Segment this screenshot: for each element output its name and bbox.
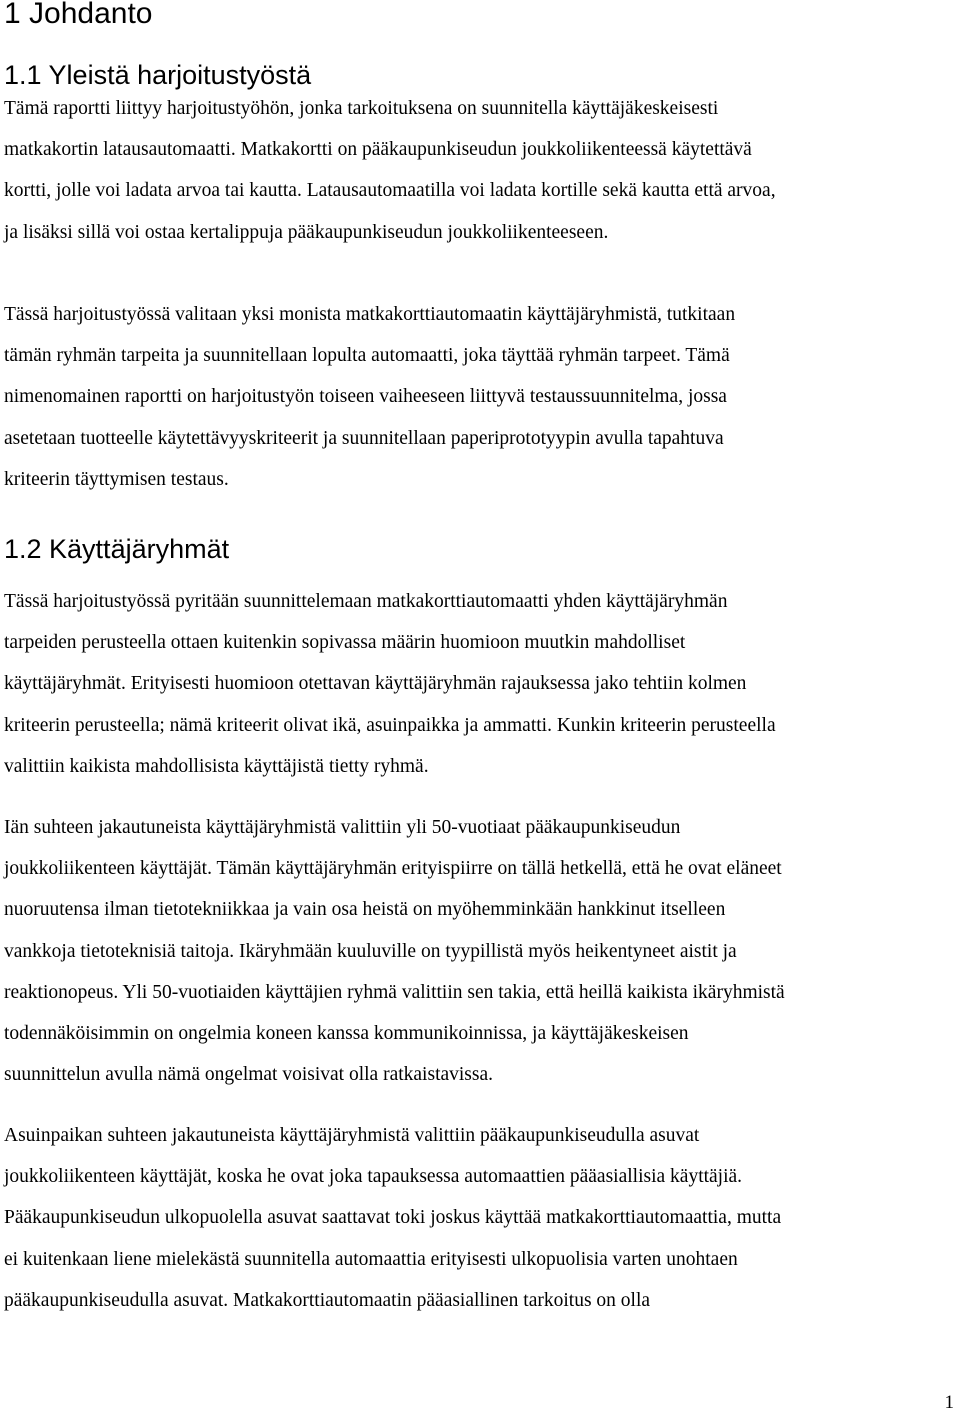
paragraph [4, 581, 960, 787]
text-line: käyttäjäryhmät. Erityisesti huomioon otettavan käyttäjäryhmän rajauksessa jako tehtiin kolmen [4, 673, 747, 695]
text-line: joukkoliikenteen käyttäjät, koska he ovat joka tapauksessa automaattien pääasiallisia käyttäjiä. [4, 1166, 743, 1188]
text-line: tarpeiden perusteella ottaen kuitenkin sopivassa määrin huomioon muutkin mahdolliset [4, 632, 686, 654]
text-line: nimenomainen raportti on harjoitustyön toiseen vaiheeseen liittyvä testaussuunnitelma, jossa [4, 386, 727, 408]
text-line: todennäköisimmin on ongelmia koneen kanssa kommunikoinnissa, ja käyttäjäkeskeisen [4, 1023, 689, 1045]
text-line: tämän ryhmän tarpeita ja suunnitellaan lopulta automaatti, joka täyttää ryhmän tarpeet. Tämä [4, 345, 730, 367]
text-line: Tässä harjoitustyössä pyritään suunnittelemaan matkakorttiautomaatti yhden käyttäjäryhmän [4, 591, 728, 612]
text-line: Tässä harjoitustyössä valitaan yksi monista matkakorttiautomaatin käyttäjäryhmistä, tutkitaan [4, 304, 736, 325]
text-line: pääkaupunkiseudulla asuvat. Matkakorttiautomaatin pääasiallinen tarkoitus on olla [4, 1289, 651, 1311]
text-line: reaktionopeus. Yli 50-vuotiaiden käyttäjien ryhmä valittiin sen takia, että heillä kaikista ikäryhmistä [4, 981, 785, 1003]
text-line: Asuinpaikan suhteen jakautuneista käyttäjäryhmistä valittiin pääkaupunkiseudulla asuvat [4, 1125, 700, 1146]
text-line: ja lisäksi sillä voi ostaa kertalippuja pääkaupunkiseudun joukkoliikenteeseen. [4, 221, 609, 243]
paragraph [4, 88, 960, 253]
text-line: joukkoliikenteen käyttäjät. Tämän käyttäjäryhmän erityispiirre on tällä hetkellä, että he ovat eläneet [4, 858, 782, 880]
section-heading-yleista: 1.1 Yleistä harjoitustyöstä [4, 60, 312, 90]
text-line: kortti, jolle voi ladata arvoa tai kautta. Latausautomaatilla voi ladata kortille sekä kautta että arvoa, [4, 180, 776, 202]
chapter-heading: 1 Johdanto [4, 0, 153, 30]
paragraph [4, 1115, 960, 1321]
text-line: kriteerin täyttymisen testaus. [4, 468, 229, 490]
text-line: kriteerin perusteella; nämä kriteerit olivat ikä, asuinpaikka ja ammatti. Kunkin kriteerin perusteella [4, 714, 776, 736]
page-number: 1 [944, 1392, 954, 1413]
paragraph [4, 294, 960, 500]
text-line: Iän suhteen jakautuneista käyttäjäryhmistä valittiin yli 50-vuotiaat pääkaupunkiseudun [4, 817, 681, 838]
text-line: nuoruutensa ilman tietotekniikkaa ja vain osa heistä on myöhemminkään hankkinut itselleen [4, 899, 726, 921]
paragraph [4, 807, 960, 1095]
section-heading-kayttajaryhmat: 1.2 Käyttäjäryhmät [4, 534, 230, 564]
text-line: asetetaan tuotteelle käytettävyyskriteerit ja suunnitellaan paperiprototyypin avulla tapahtuva [4, 427, 724, 449]
text-line: vankkoja tietoteknisiä taitoja. Ikäryhmään kuuluville on tyypillistä myös heikentyneet aistit ja [4, 940, 737, 962]
text-line: ei kuitenkaan liene mielekästä suunnitella automaattia erityisesti ulkopuolisia varten unohtaen [4, 1248, 738, 1270]
text-line: valittiin kaikista mahdollisista käyttäjistä tietty ryhmä. [4, 755, 429, 777]
text-line: suunnittelun avulla nämä ongelmat voisivat olla ratkaistavissa. [4, 1064, 494, 1086]
text-line: Tämä raportti liittyy harjoitustyöhön, jonka tarkoituksena on suunnitella käyttäjäkeskeisesti [4, 98, 719, 119]
text-line: matkakortin latausautomaatti. Matkakortti on pääkaupunkiseudun joukkoliikenteessä käytettävä [4, 139, 752, 161]
text-line: Pääkaupunkiseudun ulkopuolella asuvat saattavat toki joskus käyttää matkakorttiautomaattia, mutta [4, 1207, 782, 1229]
